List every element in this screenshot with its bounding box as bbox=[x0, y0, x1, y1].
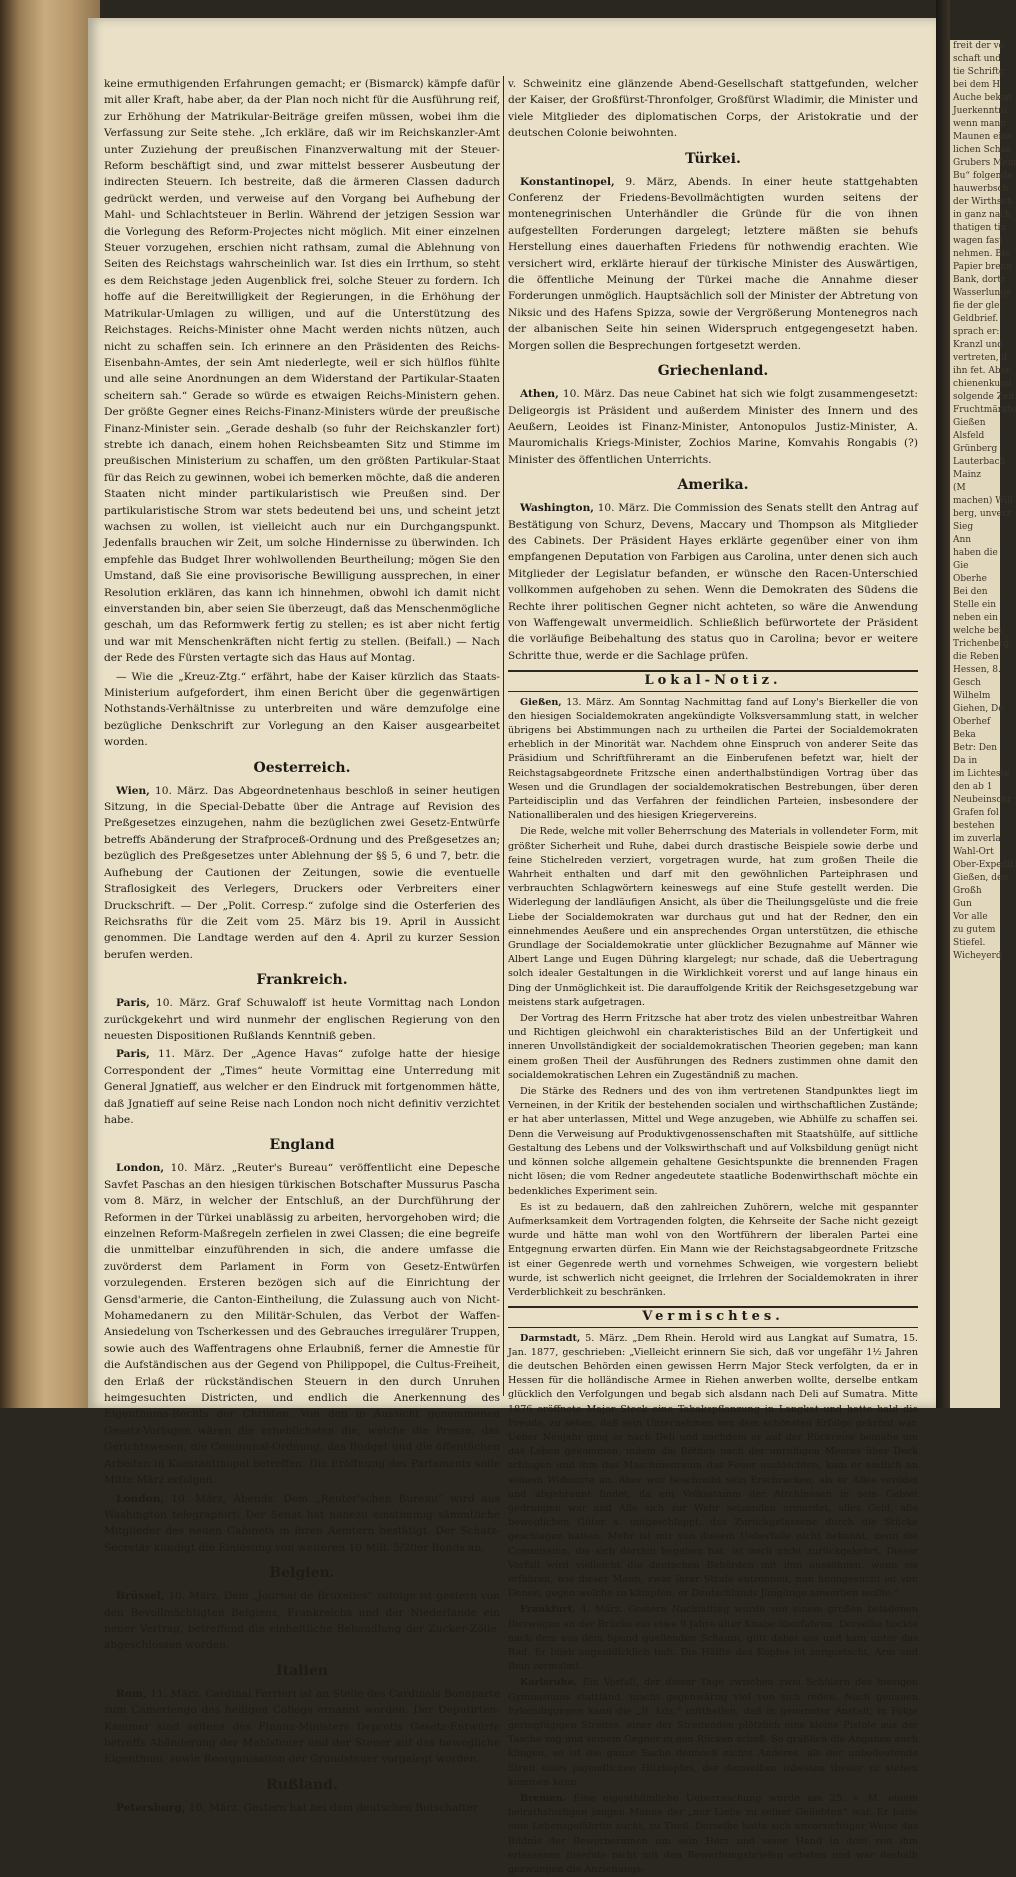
adjacent-page-text: welche bei bbox=[953, 626, 1002, 636]
section-heading-oesterreich: Oesterreich. bbox=[253, 759, 351, 776]
adjacent-page-text: Grubers Mein bbox=[953, 158, 1016, 168]
adjacent-page-text: fie der gle bbox=[953, 301, 1000, 311]
section-heading-frankreich: Frankreich. bbox=[256, 972, 348, 989]
section-heading-italien: Italien bbox=[276, 1662, 328, 1679]
adjacent-page-text: haben die bbox=[953, 548, 998, 558]
adjacent-page-text: Gun bbox=[953, 899, 972, 909]
adjacent-page-text: Sieg bbox=[953, 522, 974, 532]
adjacent-page-text: Maunen eine bbox=[953, 132, 1013, 142]
adjacent-page-text: zu gutem bbox=[953, 925, 996, 935]
left-column bbox=[104, 76, 501, 1814]
adjacent-page-text: Hessen, 8. bbox=[953, 665, 1001, 675]
dateline: Washington, bbox=[520, 502, 594, 515]
adjacent-page-text: den ab 1 bbox=[953, 782, 993, 792]
article-text: Eine eigenthümliche Ueberraschung wurde am 25. v. M. einem heirathslustigen jungen Manne der „nur Liebe zu seiner Geliebten“ war. Er hatte eine Lebensgefährtin sucht, zu Theil. Derselbe hatte sich unvorsichtiger Weise das Bildnis der Bewerberinnen um sein Herz und seine Hand in dem von ihm erlassenen Inserate nicht mit den Bewerbungsbriefen erbeten und war deshalb gezwungen die Anziehungs- bbox=[508, 1793, 918, 1876]
adjacent-page-text: Grünberg bbox=[953, 444, 998, 454]
adjacent-page-text: chienenkund bbox=[953, 379, 1012, 389]
adjacent-page-text: Ann bbox=[953, 535, 972, 545]
newspaper-page bbox=[88, 18, 936, 1876]
adjacent-page-text: Gesch bbox=[953, 678, 981, 688]
dateline: Karlsruhe. bbox=[520, 1677, 578, 1689]
adjacent-page-text: Bei den bbox=[953, 587, 988, 597]
dateline: Athen, bbox=[520, 388, 559, 401]
article-text: Es ist zu bedauern, daß den zahlreichen Zuhörern, welche mit gespannter Aufmerksamkeit dem Vortragenden folgten, die Kehrseite der Sache nicht gezeigt wurde und hätte man wohl von den Wortführern der liberalen Partei eine Entgegnung erwarten dürfen. Ein Mann wie der Reichstagsabgeordnete Fritzsche ist einer Gegenrede werth und vornehmes Schweigen, wie vorgestern beliebt wurde, ist schwerlich nicht geeignet, die Irrlehren der Socialdemokraten in ihrer Verderblichkeit zu beschränken. bbox=[508, 1201, 918, 1298]
section-heading-lokal: Lokal-Notiz. bbox=[508, 670, 918, 691]
adjacent-page-text: lichen Schae bbox=[953, 145, 1012, 155]
adjacent-page-text: im zuverla bbox=[953, 834, 1001, 844]
article-text: Die Rede, welche mit voller Beherrschung des Materials in vollendeter Form, mit größter Sicherheit und Ruhe, dabei durch drastische Beispiele sowie derbe und feine Stichelreden verziert, vorgetragen wurde, hat zum großen Theile die Wahrheit enthalten und darf mit den gewöhnlichen Parteiphrasen und verbrauchten Schlagwörtern keineswegs auf eine Stufe gestellt werden. Die Widerlegung der landläufigen Ansicht, als über die Theilungsgelüste und die freie Liebe der Socialdemokraten war durchaus gut und hat der Redner, den ein einnehmendes Aeußere und ein ansprechendes Organ unterstützen, die ethische Grundlage der Socialdemokratie unter glücklicher Bezugnahme auf Männer wie Albert Lange und Eugen Dühring klargelegt; nur schade, daß die Uebertragung solch idealer Gestaltungen in die Wirklichkeit vorerst und auf lange hinaus ein Ding der Unmöglichkeit ist. Die darauffolgende Kritik der Reichsgesetzgebung war meistens stark aufgetragen. bbox=[508, 826, 918, 1008]
adjacent-page-text: Ober-Expedit bbox=[953, 860, 1014, 870]
adjacent-page-text: Papier brenn bbox=[953, 262, 1013, 272]
article-text: 11. März. Cardinal Ferrieri ist an Stelle des Cardinals Bonaparte zum Camerlengo des heiligen Collegs ernannt worden. Der Deputirten-Kammer sind seitens des Finanz-Ministers Depretis Gesetz-Entwürfe betreffs Abänderung der Mahlsteuer und der Steuer auf das bewegliche Eigenthum, sowie Reorganisation der Grundsteuer vorgelegt worden. bbox=[104, 1687, 501, 1766]
adjacent-page-text: Vor alle bbox=[953, 912, 988, 922]
adjacent-page-text: machen) Will bbox=[953, 496, 1013, 506]
adjacent-page-text: Stelle ein bbox=[953, 600, 997, 610]
adjacent-page-text: der Wirthsch bbox=[953, 197, 1013, 207]
adjacent-page-text: Wicheyerd bbox=[953, 951, 1002, 961]
adjacent-page-text: Großh bbox=[953, 886, 982, 896]
dateline: London, bbox=[116, 1492, 165, 1505]
adjacent-page-text: Stiefel. bbox=[953, 938, 986, 948]
binding-gutter bbox=[936, 0, 950, 1408]
adjacent-page-text: die Reben bbox=[953, 652, 999, 662]
adjacent-page-text: Alsfeld bbox=[953, 431, 985, 441]
adjacent-page-text: Grafen fol bbox=[953, 808, 999, 818]
article-text: 10. März, Abends. Dem „Reuter'schen Bureau“ wird aus Washington telegraphirt: Der Senat hat nahezu einstimmig sämmtliche Mitglieder des neuen Cabinets in ihren Aemtern bestätigt. Der Schatz-Secretär kündigt die Einlösung von weiteren 10 Mill. 5/20er Bonds an. bbox=[104, 1492, 500, 1554]
adjacent-page-text: im Lichteste bbox=[953, 769, 1010, 779]
adjacent-page-text: sprach er: bbox=[953, 327, 1000, 337]
article-text: 5. März. „Dem Rhein. Herold wird aus Langkat auf Sumatra, 15. Jan. 1877, geschrieben: „Vielleicht erinnern Sie sich, daß vor ungefähr 1½ Jahren die deutschen Behörden einen gewissen Herrn Major Steck verfolgten, da er in Hessen für die holländische Armee in Riehen anwerben wollte, derselbe entkam glücklich den Verfolgungen und begab sich alsdann nach Deli auf Sumatra. Mitte 1876 eröffnete Major Steck eine Tabakspflanzung in Langkat und hatte bald die Freude, zu sehen, daß sein Unternehmen von dem schönsten Erfolge gekrönt war. Ueber Neujahr ging er nach Deli und nachdem er auf der Rückreise beinahe um das Leben gekommen, indem die Böthen nach der unruhigen Meeres über Deck schlugen und ihm das Maschinenraum das Feuer auslöschten, kam er endlich an seinem Wohnorte an. Aber wer beschreibt sein Erschrecken, als er Alles verödet und abgebrannt findet, da ein Volksstamm der Attchinesen in sein Gebiet gedrungen war und Alle sich zur Wehr setzenden ermordet, alles Geld, alle beweglichen Güter x. mitgeschleppt, das Zurückgelassene durch die Stücke geschlagen hatten. Mehr ist mir von diesem Ueberfalle nicht bekannt, denn die Commission, die sich dorthin begeben hat, ist noch nicht zurückgekehrt. Dieser Vorfall wird vielleicht die deutschen Behörden mit ihm aussöhnen, wenn sie erfahren, wie dieser Mann, zwar ihrer Strafe entronnen, nun heimgesucht ist von Denen, gegen welche zu kämpfen, er Deutschlands Jünglinge anwerben wollte.“ bbox=[508, 1332, 918, 1600]
dateline: Paris, bbox=[116, 1048, 150, 1061]
adjacent-page-text: Giehen, De bbox=[953, 704, 1004, 714]
article-text: — Wie die „Kreuz-Ztg.“ erfährt, habe der Kaiser kürzlich das Staats-Ministerium aufgefordert, ihm einen Bericht über die gegenwärtigen Nothstands-Verhältnisse zu unterbreiten und wäre demzufolge eine bezügliche Denkschrift zur Vorlegung an den Kaiser ausgearbeitet worden. bbox=[104, 670, 500, 749]
article-text: 9. März, Abends. In einer heute stattgehabten Conferenz der Friedens-Bevollmächtigten wurden seitens der montenegrinischen Unterhändler die Gründe für die von ihnen aufgestellten Forderungen dargelegt; letztere mäßten sie behufs Herstellung eines dauerhaften Friedens für nothwendig erachten. Wie versichert wird, erklärte hierauf der türkische Minister des Auswärtigen, die öffentliche Meinung der Türkei mache die Annahme dieser Forderungen unmöglich. Hauptsächlich soll der Minister der Abtretung von Niksic und des Hafens Spizza, sowie der Vergrößerung Montenegros nach der albanischen Seite hin seinen Widerspruch entgegengesetzt haben. Morgen sollen die Besprechungen fortgesetzt werden. bbox=[508, 175, 918, 352]
adjacent-page-text: Neubeinschr bbox=[953, 795, 1012, 805]
adjacent-page-text: Gie bbox=[953, 561, 969, 571]
section-heading-tuerkei: Türkei. bbox=[685, 150, 741, 167]
adjacent-page-text: Da in bbox=[953, 756, 978, 766]
adjacent-page-text: Betr: Den bbox=[953, 743, 998, 753]
adjacent-page-text: berg, unverz bbox=[953, 509, 1011, 519]
adjacent-page-text: in ganz nach bbox=[953, 210, 1012, 220]
adjacent-page-text: Auche bekan bbox=[953, 93, 1013, 103]
article-text: Der Vortrag des Herrn Fritzsche hat aber trotz des vielen unbestreitbar Wahren und Richtigen gleichwohl ein charakteristisches Bild an der Unfertigkeit und inneren Unvollständigkeit der socialdemokratischen Theorien gegeben; man kann einem großen Theil der Ausführungen des Redners zustimmen ohne damit den socialdemokratischen Lehren ein Zugeständniß zu machen. bbox=[508, 1013, 918, 1081]
article-text: 10. März. „Reuter's Bureau“ veröffentlicht eine Depesche Savfet Paschas an den hiesigen türkischen Botschafter Mussurus Pascha vom 8. März, in welcher der Entschluß, an der Durchführung der Reformen in der Türkei unablässig zu arbeiten, hervorgehoben wird; die einzelnen Reform-Maßregeln zerfielen in zwei Classen; die eine begreife die unmittelbar einzuführenden in sich, die andere umfasse die zuvörderst dem Parlament in Form von Gesetz-Entwürfen vorzulegenden. Ersteren bezögen sich auf die Einrichtung der Gensd'armerie, die Canton-Eintheilung, die Zulassung auch von Nicht-Mohamedanern zu den Militär-Schulen, das Verbot der Waffen-Ansiedelung von Tscherkessen und des Gebrauches irregulärer Truppen, sowie auch des Waffentragens ohne Erlaubniß, ferner die Amnestie für die Aufständischen aus der Gegend von Philippopel, die Cultus-Freiheit, den Erlaß der rückständischen Steuern in den durch Unruhen heimgesuchten Districten, und endlich die Anerkennung des Eigenthums-Rechts der Christen. Von den in Aussicht genommenen Gesetz-Vorlagen wären die erheblichsten die, welche die Presse, das Gerichtswesen, die Communal-Ordnung, das Budget und die öffentlichen Arbeiten in Konstantinopel betreffen. Die Eröffnung des Parlaments solle Mitte März erfolgen. bbox=[104, 1162, 500, 1487]
dateline: Bremen. bbox=[520, 1793, 566, 1805]
article-text: 4. März. Gestern Nachmittag wurde von einem großen beladenen Bierwagen an der Brücke ein etwa 9 Jahre alter Knabe überfahren. Derselbe hockte nach dem aus dem Spund quellenden Schaum, glitt dabei aus und kam unter das Rad. Er blieb augenblicklich todt. Die Hälfte des Kopfes ist zerquetscht, Arm und Bein zermalmt. bbox=[508, 1604, 918, 1673]
adjacent-page-text: Bu“ folgende bbox=[953, 171, 1013, 181]
section-heading-amerika: Amerika. bbox=[677, 477, 749, 494]
adjacent-page-text: bestehen bbox=[953, 821, 995, 831]
article-text: 10. März. Gestern hat bei dem deutschen Botschafter bbox=[188, 1801, 478, 1814]
book-edge bbox=[0, 0, 100, 1408]
adjacent-page-text: Gießen bbox=[953, 418, 986, 428]
adjacent-page-text: (M bbox=[953, 483, 966, 493]
article-text: 10. März. Dem „Journal de Bruxelles“ zufolge ist gestern von den Bevollmächtigten Belgiens, Frankreichs und der Niederlande ein neuer Vertrag, betreffend die einheitliche Behandlung der Zucker-Zölle, abgeschlossen worden. bbox=[104, 1590, 500, 1652]
dateline: Wien, bbox=[116, 784, 150, 797]
article-text: Ein Vorfall, der dieser Tage zwischen zwei Schülern des hiesigen Gymnasiums stattfand, macht gegenwärtig viel von sich reden. Nach genauen Erkundigungen kann die „B. Ldz.“ mittheilen, daß in genannter Anstalt, in Folge geringfügigen Streites, einer der Streitenden plötzlich eine kleine Pistole aus der Tasche zog und seinem Gegner in den Rücken schoß. So gräßlich die Angaben auch klingen, so ist die ganze Sache dennoch nichts Anderes, als der unbedeutende Streit eines jugendlichen Hitzkopfes, der demselben inbesten theuer zu stehen kommen kann. bbox=[508, 1677, 918, 1788]
article-text: 10. März. Die Commission des Senats stellt den Antrag auf Bestätigung von Schurz, Devens, Maccary und Thompson als Mitglieder des Cabinets. Der Präsident Hayes erklärte gegenüber einer von ihm empfangenen Deputation von Farbigen aus Carolina, unter denen sich auch Mitglieder der Legislatur befanden, er wünsche den Racen-Unterschied vollkommen aufgehoben zu sehen. Wenn die Demokraten des Südens die Rechte ihrer politischen Gegner nicht achteten, so wäre die Anwendung von Waffengewalt unvermeidlich. Schließlich befürwortete der Präsident die vorläufige Beibehaltung des status quo in Carolina; bevor er weitere Schritte thue, werde er die Sachlage prüfen. bbox=[508, 502, 919, 662]
adjacent-page-text: Bank, dortr bbox=[953, 275, 1006, 285]
dateline: Konstantinopel, bbox=[520, 175, 615, 188]
dateline: Darmstadt, bbox=[520, 1332, 581, 1344]
adjacent-page-text: neben ein bbox=[953, 613, 998, 623]
article-text: 10. März. Das neue Cabinet hat sich wie folgt zusammengesetzt: Deligeorgis ist Präsident und außerdem Minister des Innern und des Aeußern, Leoides ist Finanz-Minister, Antonopulos Justiz-Minister, A. Mauromichalis Kriegs-Minister, Zochios Marine, Komvahis Rongabis (?) Minister des öffentlichen Unterrichts. bbox=[508, 388, 919, 466]
adjacent-page-fragment bbox=[950, 40, 1016, 1408]
article-text: 13. März. Am Sonntag Nachmittag fand auf Lony's Bierkeller die von den hiesigen Socialdemokraten angekündigte Volksversammlung statt, in welcher übrigens bei Abstimmungen nach zu urtheilen die Partei der Socialdemokraten erheblich in der Minorität war. Nachdem ohne Einspruch von anderer Seite das Präsidium und Schriftführeramt an die Einberufenen befetzt war, hielt der Reichstagsabgeordnete Fritzsche einen anderthalbstündigen Vortrag über das Wesen und die Grundlagen der socialdemokratischen Bestrebungen, über deren Parteidisciplin und das Verfahren der feindlichen Parteien, insbesondere der Nationalliberalen und des hiesigen Kriegervereins. bbox=[508, 696, 918, 822]
adjacent-page-text: ihn fet. Aber bbox=[953, 366, 1011, 376]
adjacent-page-text: Mainz bbox=[953, 470, 981, 480]
adjacent-page-text: Wahl-Ort bbox=[953, 847, 994, 857]
article-text: 10. März. Graf Schuwaloff ist heute Vormittag nach London zurückgekehrt und wird nunmehr der englischen Regierung von den neuesten Dispositionen Rußlands Kenntniß geben. bbox=[104, 997, 500, 1042]
adjacent-page-text: freit der ve bbox=[953, 41, 1004, 51]
adjacent-page-text: Wasserlunge bbox=[953, 288, 1012, 298]
dateline: London, bbox=[116, 1162, 165, 1175]
adjacent-page-text: Lauterbach bbox=[953, 457, 1006, 467]
adjacent-page-text: Oberhef bbox=[953, 717, 991, 727]
adjacent-page-text: Gießen, den bbox=[953, 873, 1009, 883]
article-text: Die Stärke des Redners und des von ihm vertretenen Standpunktes liegt im Verneinen, in der Kritik der bestehenden socialen und wirthschaftlichen Zustände; er hat aber unterlassen, Mittel und Wege anzugeben, wie Abhülfe zu schaffen sei. Denn die Verweisung auf Produktivgenossenschaften mit Staatshülfe, auf sittliche Gestaltung des Lebens und der Volkswirthschaft und auf Volksbildung genügt nicht und können solche allgemein gehaltene Gesichtspunkte die brennenden Fragen nicht lösen; die vom Redner angedeutete staatliche Bodenwirthschaft möchte ein bedenkliches Experiment sein. bbox=[508, 1086, 918, 1197]
column-rule bbox=[503, 76, 504, 1396]
adjacent-page-text: wagen fast bbox=[953, 236, 1003, 246]
article-text: v. Schweinitz eine glänzende Abend-Gesellschaft stattgefunden, welcher der Kaiser, der Großfürst-Thronfolger, Großfürst Wladimir, die Minister und viele Mitglieder des diplomatischen Corps, der Aristokratie und der deutschen Colonie beiwohnten. bbox=[508, 78, 918, 140]
adjacent-page-text: Kranzl und bbox=[953, 340, 1004, 350]
dateline: Gießen, bbox=[520, 696, 562, 708]
adjacent-page-text: Trichenberg bbox=[953, 639, 1010, 649]
article-text: 11. März. Der „Agence Havas“ zufolge hatte der hiesige Correspondent der „Times“ heute Vormittag eine Unterredung mit General Jgnatieff, aus welcher er den Eindruck mit fortgenommen hätte, daß Jgnatieff auf seine Reise nach London noch nicht definitiv verzichtet habe. bbox=[104, 1048, 500, 1126]
section-heading-griechenland: Griechenland. bbox=[657, 363, 769, 380]
adjacent-page-text: bei dem H bbox=[953, 80, 1001, 90]
dateline: Brüssel, bbox=[116, 1590, 165, 1603]
adjacent-page-text: vertreten, d bbox=[953, 353, 1008, 363]
adjacent-page-text: hauwerbsch bbox=[953, 184, 1009, 194]
adjacent-page-text: Geldbrief. bbox=[953, 314, 999, 324]
right-column bbox=[508, 76, 919, 1876]
adjacent-page-text: Beka bbox=[953, 730, 976, 740]
section-heading-vermischtes: Vermischtes. bbox=[508, 1306, 918, 1327]
dateline: Petersburg, bbox=[116, 1801, 186, 1814]
adjacent-page-text: schaft und bbox=[953, 54, 1001, 64]
section-heading-russland: Rußland. bbox=[266, 1776, 338, 1793]
adjacent-page-text: Juerkenntni bbox=[953, 106, 1007, 116]
article-text: 10. März. Das Abgeordnetenhaus beschloß in seiner heutigen Sitzung, in die Special-Debatte über die Antrage auf Revision des Preßgesetzes einzugehen, nahm die bezüglichen zwei Gesetz-Entwürfe betreffs Abänderung der Strafproceß-Ordnung und des Preßgesetzes an; bezüglich des Preßgesetzes unter Ablehnung der §§ 5, 6 und 7, betr. die Aufhebung der Cautionen der Zeitungen, sowie die eventuelle Straflosigkeit des Verlegers, Druckers oder Verbreiters einer Druckschrift. — Der „Polit. Corresp.“ zufolge sind die Osterferien des Reichsraths für die Zeit vom 25. März bis 19. April in Aussicht genommen. Die Landtage werden auf den 4. April zu kurzer Session berufen werden. bbox=[104, 784, 500, 961]
adjacent-page-text: Fruchtmärkte bbox=[953, 405, 1016, 415]
adjacent-page-text: nehmen. Bie bbox=[953, 249, 1011, 259]
section-heading-belgien: Belgien. bbox=[269, 1565, 335, 1582]
dateline: Paris, bbox=[116, 997, 150, 1010]
adjacent-page-text: thatigen tin bbox=[953, 223, 1007, 233]
section-heading-england: England bbox=[269, 1137, 335, 1154]
adjacent-page-text: Oberhe bbox=[953, 574, 987, 584]
adjacent-page-text: solgende Zeit bbox=[953, 392, 1015, 402]
article-text: keine ermuthigenden Erfahrungen gemacht; er (Bismarck) kämpfe dafür mit aller Kraft, habe aber, da der Plan noch nicht für die Ausführung reif, zur Erhöhung der Matrikular-Beiträge greifen müssen, wobei ihm die Verfassung zur Seite stehe. „Ich erkläre, daß wir im Reichskanzler-Amt unter Zuziehung der preußischen Finanzverwaltung mit der Steuer-Reform beschäftigt sind, und zwar mittelst besserer Ausbeutung der indirecten Steuern. Ich bestreite, daß die ärmeren Classen dadurch gedrückt werden, und verweise auf den Vorgang bei Aufhebung der Mahl- und Schlachtsteuer in Berlin. Während der jetzigen Session war die Vorlegung des Reform-Projectes nicht möglich. Mit einer einzelnen Steuer vorzugehen, erschien nicht rathsam, zumal die Ablehnung von Seiten des Reichstags wahrscheinlich war. Ist dies ein Irrthum, so steht es dem Reichstage jeden Augenblick frei, solche Steuer zu fordern. Ich hoffe auf die Bereitwilligkeit der Regierungen, in die Erhöhung der Matrikular-Umlagen zu willigen, und auf die Unterstützung des Reichstages. Reichs-Minister ohne Macht werden nichts nützen, auch nicht zu schaffen sein. Ich erinnere an den Präsidenten des Reichs-Eisenbahn-Amtes, der sein Amt niederlegte, weil er sich hülflos fühlte und alle seine Anordnungen an dem Widerstand der Partikular-Staaten scheitern sah.“ Gerade so würde es etwaigen Reichs-Ministern gehen. Der größte Gegner eines Reichs-Finanz-Ministers würde der preußische Finanz-Minister sein. „Gerade deshalb (so fuhr der Reichskanzler fort) strebte ich danach, einem hohen Reichsbeamten Sitz und Stimme im preußischen Ministerium zu schaffen, um den größten Partikular-Staat für das Reich zu gewinnen, wobei ich bemerken möchte, daß die anderen Staaten nicht minder partikularistisch wie Preußen sind. Der partikularistische Strom war stets bedeutend bei uns, und scheint jetzt wachsen zu wollen, ist vielleicht auch nur ein Durchgangspunkt. Jedenfalls brauchen wir Zeit, um solche Hindernisse zu überwinden. Ich empfehle das Budget Ihrer wohlwollenden Beurtheilung; mögen Sie den Umstand, daß Sie eine provisorische Bewilligung aussprechen, in einer Resolution erklären, das kann ich hinnehmen, obwohl ich damit nicht einverstanden bin, aber seien Sie überzeugt, daß das Menschenmögliche geschah, um das Reformwerk fertig zu stellen; es ist aber nicht fertig und war mit Menschenkräften nicht fertig zu stellen. (Beifall.) — Nach der Rede des Fürsten vertagte sich das Haus auf Montag. bbox=[104, 78, 500, 665]
adjacent-page-text: tie Schriftg bbox=[953, 67, 1005, 77]
dateline: Frankfurt, bbox=[520, 1604, 576, 1616]
dateline: Rom, bbox=[116, 1687, 147, 1700]
adjacent-page-text: Wilhelm bbox=[953, 691, 991, 701]
adjacent-page-text: wenn mann bbox=[953, 119, 1006, 129]
